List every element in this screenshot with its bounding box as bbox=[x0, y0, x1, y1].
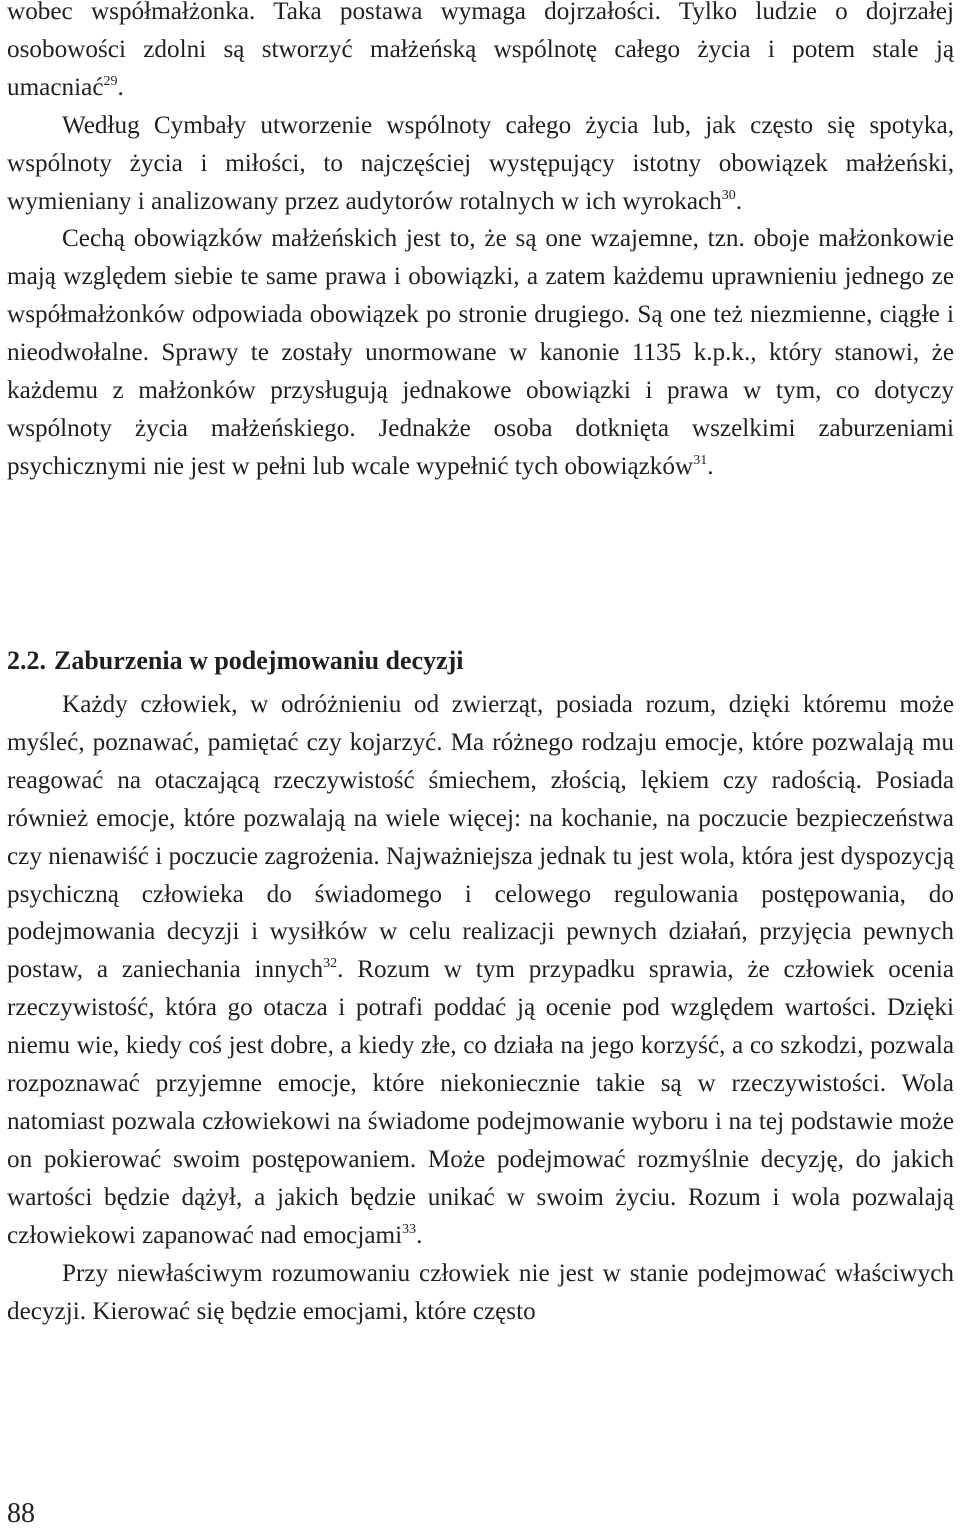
footnote-marker: 33 bbox=[402, 1221, 417, 1237]
paragraph-cecha: Cechą obowiązków małżeńskich jest to, że są one wzajemne, tzn. oboje małżonkowie mają względem siebie te same prawa i obowiązki, a zatem każdemu uprawnieniu jednego ze współmałżonków odpowiada obowiązek po stronie drugiego. Są one też niezmienne, ciągłe i nieodwołalne. Sprawy te zostały unormowane w kanonie 1135 k.p.k., który stanowi, że każdemu z małżonków przysługują jednakowe obowiązki i prawa w tym, co dotyczy wspólnoty życia małżeńskiego. Jednakże osoba dotknięta wszelkimi zaburzeniami psychicznymi nie jest w pełni lub wcale wypełnić tych obowiązków$^{31}$. bbox=[7, 225, 954, 480]
paragraph-continued: wobec współmałżonka. Taka postawa wymaga dojrzałości. Tylko ludzie o dojrzałej osobowości zdolni są stworzyć małżeńską wspólnotę całego życia i potem stale ją umacniać$^{29}$. bbox=[7, 0, 954, 101]
section-heading bbox=[7, 643, 464, 679]
text-body-bottom bbox=[7, 686, 954, 1330]
footnote-marker: 30 bbox=[721, 187, 736, 203]
footnote-marker: 32 bbox=[323, 956, 338, 972]
paragraph-text: wobec współmałżonka. Taka postawa wymaga dojrzałości. Tylko ludzie o dojrzałej osobowości zdolni są stworzyć małżeńską wspólnotę całego życia i potem stale ją umacniać bbox=[7, 0, 954, 101]
paragraph-text: Cechą obowiązków małżeńskich jest to, że są one wzajemne, tzn. oboje małżonkowie mają względem siebie te same prawa i obowiązki, a zatem każdemu uprawnieniu jednego ze współmałżonków odpowiada obowiązek po stronie drugiego. Są one też niezmienne, ciągłe i nieodwołalne. Sprawy te zostały unormowane w kanonie 1135 k.p.k., który stanowi, że każdemu z małżonków przysługują jednakowe obowiązki i prawa w tym, co dotyczy wspólnoty życia małżeńskiego. Jednakże osoba dotknięta wszelkimi zaburzeniami psychicznymi nie jest w pełni lub wcale wypełnić tych obowiązków bbox=[7, 225, 954, 480]
section-number: 2.2. bbox=[7, 646, 46, 675]
paragraph-text: . Rozum w tym przypadku sprawia, że człowiek ocenia rzeczywistość, która go otacza i potrafi poddać ją ocenie pod względem wartości. Dzięki niemu wie, kiedy coś jest dobre, a kiedy złe, co działa na jego korzyść, a co szkodzi, pozwala rozpoznawać przyjemne emocje, które niekoniecznie takie są w rzeczywistości. Wola natomiast pozwala człowiekowi na świadome podejmowanie wyboru i na tej podstawie może on pokierować swoim postępowaniem. Może podejmować rozmyślnie decyzję, do jakich wartości będzie dążył, a jakich będzie unikać w swoim życiu. Rozum i wola pozwalają człowiekowi zapanować nad emocjami bbox=[7, 956, 955, 1249]
paragraph-kazdy: Każdy człowiek, w odróżnieniu od zwierząt, posiada rozum, dzięki któremu może myśleć, poznawać, pamiętać czy kojarzyć. Ma różnego rodzaju emocje, które pozwalają mu reagować na otaczającą rzeczywistość śmiechem, złością, lękiem czy radością. Posiada również emocje, które pozwalają na wiele więcej: na kochanie, na poczucie bezpieczeństwa czy nienawiść i poczucie zagrożenia. Najważniejsza jednak tu jest wola, która jest dyspozycją psychiczną człowieka do świadomego i celowego regulowania postępowania, do podejmowania decyzji i wysiłków w celu realizacji pewnych działań, przyjęcia pewnych postaw, a zaniechania innych$^{32}$. Rozum w tym przypadku sprawia, że człowiek ocenia rzeczywistość, która go otacza i potrafi poddać ją ocenie pod względem wartości. Dzięki niemu wie, kiedy coś jest dobre, a kiedy złe, co działa na jego korzyść, a co szkodzi, pozwala rozpoznawać przyjemne emocje, które niekoniecznie takie są w rzeczywistości. Wola natomiast pozwala człowiekowi na świadome podejmowanie wyboru i na tej podstawie może on pokierować swoim postępowaniem. Może podejmować rozmyślnie decyzję, do jakich wartości będzie dążył, a jakich będzie unikać w swoim życiu. Rozum i wola pozwalają człowiekowi zapanować nad emocjami$^{33}$. bbox=[7, 691, 955, 1249]
paragraph-przy bbox=[7, 1255, 954, 1331]
section-title: Zaburzenia w podejmowaniu decyzji bbox=[54, 646, 464, 675]
paragraph-text: Każdy człowiek, w odróżnieniu od zwierząt, posiada rozum, dzięki któremu może myśleć, poznawać, pamiętać czy kojarzyć. Ma różnego rodzaju emocje, które pozwalają mu reagować na otaczającą rzeczywistość śmiechem, złością, lękiem czy radością. Posiada również emocje, które pozwalają na wiele więcej: na kochanie, na poczucie bezpieczeństwa czy nienawiść i poczucie zagrożenia. Najważniejsza jednak tu jest wola, która jest dyspozycją psychiczną człowieka do świadomego i celowego regulowania postępowania, do podejmowania decyzji i wysiłków w celu realizacji pewnych działań, przyjęcia pewnych postaw, a zaniechania innych bbox=[7, 691, 954, 984]
footnote-marker: 31 bbox=[693, 452, 708, 468]
footnote-marker: 29 bbox=[103, 73, 118, 89]
page-number: 88 bbox=[7, 1498, 35, 1529]
text-body-top bbox=[7, 0, 954, 486]
paragraph-text: Przy niewłaściwym rozumowaniu człowiek nie jest w stanie podejmować właściwych decyzji. Kierować się będzie emocjami, które często bbox=[7, 1259, 954, 1325]
paragraph-text: Według Cymbały utworzenie wspólnoty całego życia lub, jak często się spotyka, wspólnoty życia i miłości, to najczęściej występujący istotny obowiązek małżeński, wymieniany i analizowany przez audytorów rotalnych w ich wyrokach bbox=[7, 111, 954, 215]
paragraph-cymbala: Według Cymbały utworzenie wspólnoty całego życia lub, jak często się spotyka, wspólnoty życia i miłości, to najczęściej występujący istotny obowiązek małżeński, wymieniany i analizowany przez audytorów rotalnych w ich wyrokach$^{30}$. bbox=[7, 111, 954, 215]
